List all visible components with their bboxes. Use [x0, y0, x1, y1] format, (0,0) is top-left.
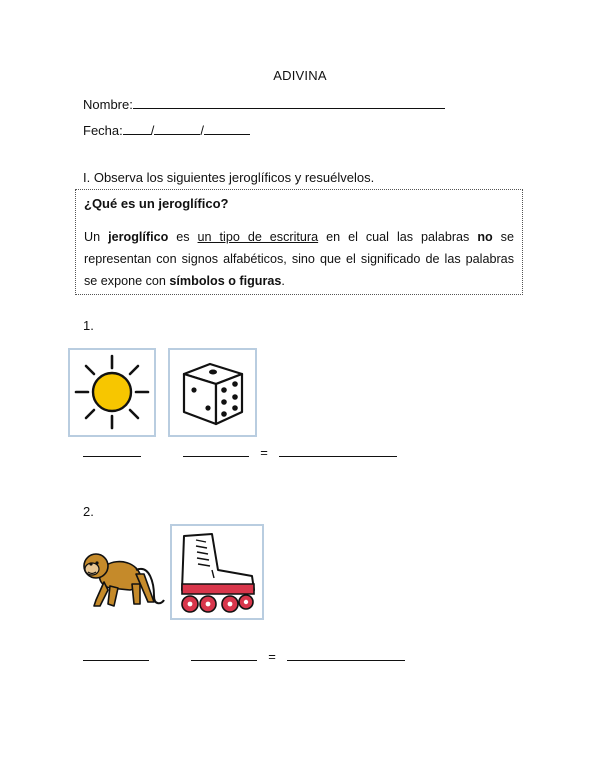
fecha-label: Fecha: — [83, 123, 123, 138]
definition-box — [75, 189, 523, 295]
item-1-answer-row — [83, 444, 397, 460]
nombre-blank[interactable] — [133, 96, 445, 109]
fecha-field — [83, 122, 250, 138]
nombre-label: Nombre: — [83, 97, 133, 112]
monkey-icon — [70, 524, 168, 620]
fecha-sep-2: / — [200, 123, 204, 138]
definition-text: Un jeroglífico es un tipo de escritura en el cual las palabras no se representan con signos alfabéticos, sino que el significado de las palabras se expone con símbolos o figuras. — [84, 230, 514, 288]
item-1-blank-1[interactable] — [83, 444, 141, 457]
item-1-image-2 — [168, 348, 257, 437]
instruction-text: I. Observa los siguientes jeroglíficos y resuélvelos. — [83, 170, 375, 185]
item-1-blank-result[interactable] — [279, 444, 397, 457]
item-2-blank-2[interactable] — [191, 648, 257, 661]
roller-skate-icon — [172, 526, 262, 618]
definition-heading: ¿Qué es un jeroglífico? — [84, 196, 229, 211]
page-title: ADIVINA — [273, 68, 327, 83]
item-2-blank-result[interactable] — [287, 648, 405, 661]
item-2-answer-row — [83, 648, 405, 664]
item-2-equals: = — [268, 649, 276, 664]
item-2-number: 2. — [83, 504, 94, 519]
fecha-sep-1: / — [150, 123, 155, 138]
fecha-year-blank[interactable] — [204, 122, 250, 135]
fecha-day-blank[interactable] — [123, 122, 151, 135]
fecha-month-blank[interactable] — [154, 122, 200, 135]
item-1-image-1 — [68, 348, 156, 437]
nombre-field — [83, 96, 445, 112]
item-1-blank-2[interactable] — [183, 444, 249, 457]
dice-icon — [170, 350, 255, 435]
item-2-image-2 — [170, 524, 264, 620]
item-2-image-1 — [70, 524, 168, 620]
item-1-number: 1. — [83, 318, 94, 333]
item-1-equals: = — [260, 445, 268, 460]
sun-icon — [70, 350, 154, 435]
item-2-blank-1[interactable] — [83, 648, 149, 661]
